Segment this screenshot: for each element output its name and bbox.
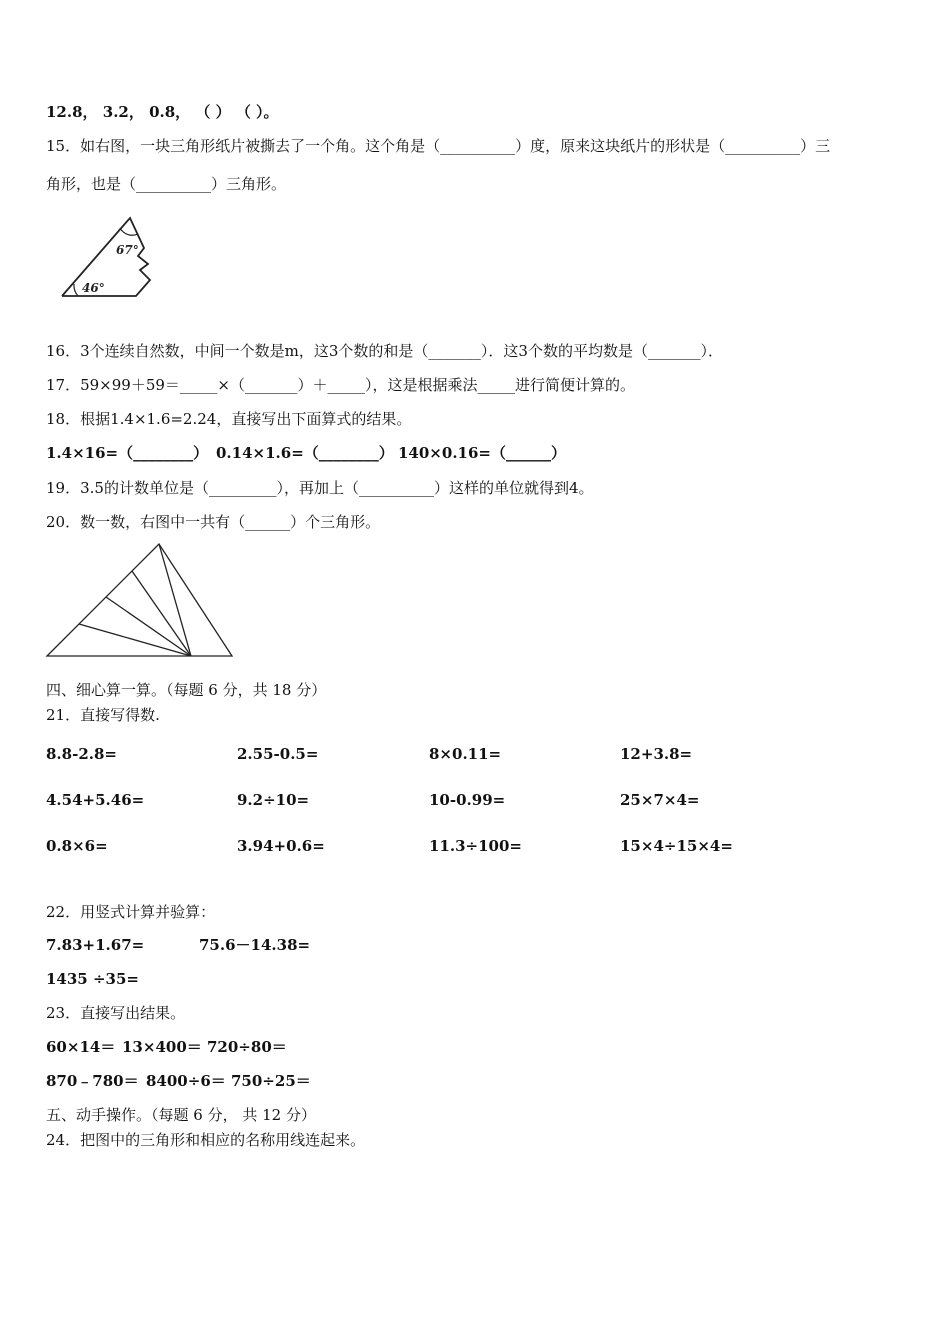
section-5-heading: 五、动手操作。（每题 6 分， 共 12 分） <box>46 1106 316 1124</box>
q21-cell: 12+3.8= <box>620 745 693 763</box>
torn-triangle-figure <box>58 212 168 302</box>
triangle-count-figure <box>46 543 236 659</box>
q21-cell: 25×7×4= <box>620 791 700 809</box>
q22-stem: 22．用竖式计算并验算： <box>46 903 216 921</box>
q22-item: 1435 ÷35= <box>46 970 139 988</box>
q21-cell: 8.8-2.8= <box>46 745 117 763</box>
section-4-heading: 四、细心算一算。（每题 6 分，共 18 分） <box>46 681 327 699</box>
q23-item: 60×14＝ <box>46 1038 116 1056</box>
q18-item: 0.14×1.6=（________） <box>216 444 394 462</box>
q23-item: 720÷80＝ <box>207 1038 287 1056</box>
q14-answer-tail: 12.8， 3.2， 0.8， （ ） （ ）。 <box>46 103 279 121</box>
q18-stem: 18．根据1.4×1.6=2.24，直接写出下面算式的结果。 <box>46 410 412 428</box>
q18-item: 140×0.16=（______） <box>398 444 566 462</box>
q17-text: 17．59×99＋59＝_____×（_______）＋_____），这是根据乘法_____进行简便计算的。 <box>46 376 635 394</box>
angle-label-bottom: 46° <box>82 281 105 295</box>
q21-cell: 3.94+0.6= <box>237 837 325 855</box>
q16-text: 16．3个连续自然数，中间一个数是m，这3个数的和是（_______）．这3个数的平均数是（_______）． <box>46 342 723 360</box>
q15-line2: 角形，也是（__________）三角形。 <box>46 175 287 193</box>
q21-cell: 9.2÷10= <box>237 791 310 809</box>
q19-text: 19．3.5的计数单位是（_________），再加上（__________）这样的单位就得到4。 <box>46 479 594 497</box>
q22-item: 7.83+1.67= <box>46 936 145 954</box>
q21-cell: 10-0.99= <box>429 791 506 809</box>
q23-item: 870﹣780＝ <box>46 1072 139 1090</box>
q21-cell: 11.3÷100= <box>429 837 522 855</box>
q21-cell: 0.8×6= <box>46 837 108 855</box>
q21-cell: 8×0.11= <box>429 745 502 763</box>
q20-text: 20．数一数，右图中一共有（______）个三角形。 <box>46 513 381 531</box>
q23-item: 8400÷6＝ <box>146 1072 226 1090</box>
q21-cell: 4.54+5.46= <box>46 791 145 809</box>
q22-item: 75.6－14.38= <box>199 936 311 954</box>
q23-item: 750÷25＝ <box>231 1072 311 1090</box>
q21-cell: 15×4÷15×4= <box>620 837 733 855</box>
q24-text: 24．把图中的三角形和相应的名称用线连起来。 <box>46 1131 366 1149</box>
q18-item: 1.4×16=（________） <box>46 444 209 462</box>
angle-label-top: 67° <box>116 243 139 257</box>
q21-stem: 21．直接写得数. <box>46 706 160 724</box>
q23-stem: 23．直接写出结果。 <box>46 1004 186 1022</box>
q15-line1: 15．如右图，一块三角形纸片被撕去了一个角。这个角是（__________）度，原来这块纸片的形状是（__________）三 <box>46 137 831 155</box>
q23-item: 13×400＝ <box>122 1038 202 1056</box>
q21-cell: 2.55-0.5= <box>237 745 319 763</box>
